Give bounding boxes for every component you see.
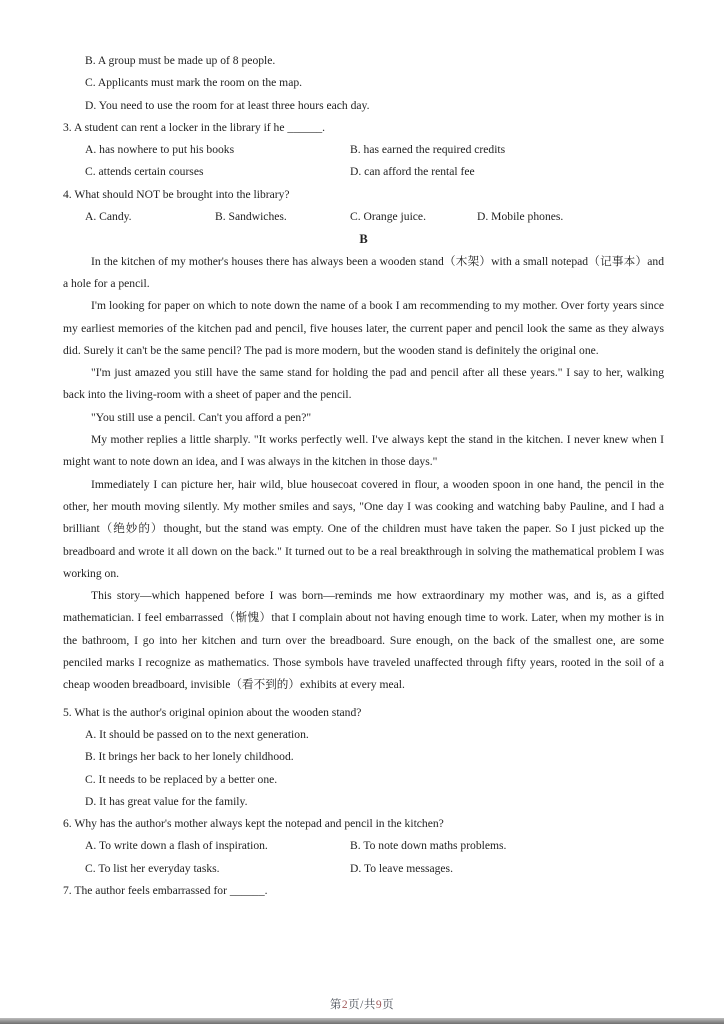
option-d: D. It has great value for the family. [85, 794, 248, 808]
passage-paragraph-4: "You still use a pencil. Can't you afford a pen?" [91, 410, 312, 424]
footer-text: 页 [382, 999, 395, 1011]
option-b: B. has earned the required credits [350, 143, 506, 157]
footer-total-pages: 9 [375, 999, 383, 1011]
passage-paragraph-7: This story—which happened before I was born—reminds me how extraordinary my mother was, and is, as a gifted mathematician. I feel embarrassed（惭愧）that I complain about not having enough time to work. Later, when my mother is in the bathroom, I go into her kitchen and turn over the breadboard. Sure enough, on the back of the smallest one, are some penciled marks I recognize as mathematics. Those symbols have traveled unaffected through fifty years, rooted in the soil of a cheap wooden breadboard, invisible（看不到的）exhibits at every meal. [63, 589, 664, 692]
passage-paragraph-2: I'm looking for paper on which to note down the name of a book I am recommending to my mother. Over forty years since my earliest memories of the kitchen pad and pencil, five houses later, the current paper and pencil look the same as they always did. Surely it can't be the same pencil? The pad is more modern, but the wooden stand is definitely the original one. [63, 299, 664, 357]
option-d: D. You need to use the room for at least three hours each day. [85, 98, 370, 112]
question-5-stem: 5. What is the author's original opinion about the wooden stand? [63, 705, 362, 719]
option-c: C. Applicants must mark the room on the map. [85, 76, 303, 90]
passage-paragraph-6: Immediately I can picture her, hair wild, blue housecoat covered in flour, a wooden spoon in one hand, the pencil in the other, her mouth moving silently. My mother smiles and says, "One day I was cooking and watching baby Pauline, and I had a brilliant（绝妙的）thought, but the stand was empty. One of the children must have taken the paper. So I just picked up the breadboard and wrote it all down on the back." It turned out to be a real breakthrough in solving the mathematical problem I was working on. [63, 477, 664, 580]
page-content [63, 50, 664, 902]
option-a: A. has nowhere to put his books [85, 143, 235, 157]
question-6-stem: 6. Why has the author's mother always kept the notepad and pencil in the kitchen? [63, 817, 444, 831]
question-7-stem: 7. The author feels embarrassed for ______. [63, 883, 268, 897]
option-d: D. can afford the rental fee [350, 165, 475, 179]
option-a: A. To write down a flash of inspiration. [85, 839, 268, 853]
question-6-options-row-1 [63, 835, 664, 857]
passage-paragraph-3: "I'm just amazed you still have the same stand for holding the pad and pencil after all these years." I say to her, walking back into the living-room with a sheet of paper and the pencil. [63, 366, 664, 402]
option-c: C. To list her everyday tasks. [85, 861, 220, 875]
question-4-stem: 4. What should NOT be brought into the library? [63, 187, 290, 201]
question-3-options-row-2 [63, 161, 664, 183]
option-b: B. To note down maths problems. [350, 839, 507, 853]
option-d: D. Mobile phones. [477, 210, 564, 224]
footer-text: 页/共 [348, 999, 376, 1011]
option-c: C. It needs to be replaced by a better one. [85, 772, 278, 786]
question-3-options-row-1 [63, 139, 664, 161]
option-c: C. attends certain courses [85, 165, 204, 179]
option-b: B. It brings her back to her lonely childhood. [85, 750, 294, 764]
page-footer [0, 996, 724, 1012]
option-b: B. Sandwiches. [215, 210, 287, 224]
question-3-stem: 3. A student can rent a locker in the library if he ______. [63, 120, 326, 134]
option-c: C. Orange juice. [350, 210, 426, 224]
question-6-options-row-2 [63, 858, 664, 880]
footer-current-page: 2 [341, 999, 349, 1011]
passage-paragraph-5: My mother replies a little sharply. "It works perfectly well. I've always kept the stand in the kitchen. I never knew when I might want to note down an idea, and I was always in the kitchen in those days." [63, 433, 664, 469]
option-b: B. A group must be made up of 8 people. [85, 54, 276, 67]
footer-text: 第 [329, 999, 342, 1011]
option-a: A. It should be passed on to the next generation. [85, 727, 309, 741]
option-a: A. Candy. [85, 210, 132, 224]
scan-bottom-edge [0, 1018, 724, 1024]
question-5-options [63, 724, 664, 813]
question-2-continuation-options [63, 50, 664, 117]
section-b-heading: B [359, 232, 368, 247]
passage-paragraph-1: In the kitchen of my mother's houses there has always been a wooden stand（木架）with a small notepad（记事本）and a hole for a pencil. [63, 254, 664, 290]
question-4-options-row [63, 206, 664, 228]
option-d: D. To leave messages. [350, 861, 453, 875]
